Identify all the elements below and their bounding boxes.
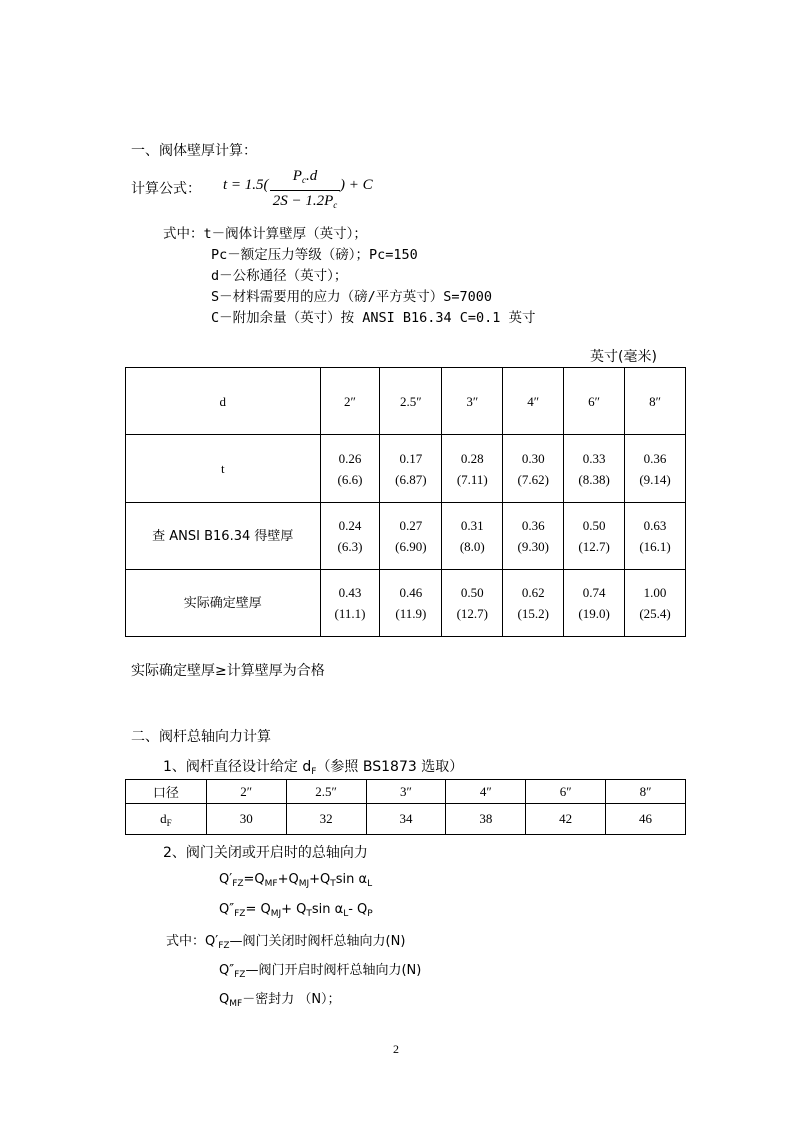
header-cell: 8″ [625, 368, 686, 435]
table-cell: 0.28 (7.11) [442, 435, 503, 503]
header-cell: 2.5″ [380, 368, 442, 435]
table-cell: 46 [606, 804, 686, 835]
def-c: C－附加余量（英寸）按 ANSI B16.34 C=0.1 英寸 [211, 310, 536, 326]
table-cell: 0.27 (6.90) [380, 503, 442, 570]
header-cell: 3″ [366, 780, 446, 804]
table-header-row [126, 780, 686, 804]
section1-heading: 一、阀体壁厚计算： [131, 143, 257, 159]
formula-fraction [270, 167, 340, 214]
table-cell: 0.36 (9.30) [503, 503, 564, 570]
table-row [126, 804, 686, 835]
table-cell: 38 [446, 804, 526, 835]
def-pc: Pc－额定压力等级（磅）；Pc=150 [211, 247, 418, 263]
wall-thickness-table [125, 367, 686, 637]
header-cell: 6″ [526, 780, 606, 804]
opening-force-equation: $Q''_{FZ}= Q_{MJ}+ Q_T\sin$ $\alpha_L-$ $Q_P$ [219, 902, 373, 919]
wall-thickness-formula [223, 165, 383, 215]
table-cell: 30 [206, 804, 286, 835]
formula-num-main: P [292, 168, 302, 184]
header-cell: 6″ [564, 368, 625, 435]
subsection-1-title: 1、阀杆直径设计给定 $d_F$（参照 BS1873 选取） [163, 759, 464, 777]
table-row [126, 435, 686, 503]
section2-heading: 二、阀杆总轴向力计算 [131, 729, 271, 745]
table-header-row [126, 368, 686, 435]
header-d: d [126, 368, 321, 435]
header-cell: 4″ [503, 368, 564, 435]
table-cell: 0.36 (9.14) [625, 435, 686, 503]
row-label: 查 ANSI B16.34 得壁厚 [126, 503, 321, 570]
table-cell: 0.50 (12.7) [442, 570, 503, 637]
row-label: 实际确定壁厚 [126, 570, 321, 637]
formula-num-rest: .d [305, 168, 318, 184]
table-cell: 0.24 (6.3) [320, 503, 380, 570]
unit-label: 英寸(毫米) [590, 349, 657, 365]
table-cell: 0.33 (8.38) [564, 435, 625, 503]
formula-rhs: ) + C [340, 177, 373, 193]
table-cell: 34 [366, 804, 446, 835]
header-cell: 4″ [446, 780, 526, 804]
conclusion-text: 实际确定壁厚≥计算壁厚为合格 [131, 663, 325, 679]
table-cell: 1.00 (25.4) [625, 570, 686, 637]
formula-label: 计算公式： [131, 181, 201, 197]
formula-den-main: 2S − 1.2P [272, 193, 334, 209]
table-cell: 0.50 (12.7) [564, 503, 625, 570]
table-cell: 42 [526, 804, 606, 835]
table-cell: 0.63 (16.1) [625, 503, 686, 570]
where-closing-force: 式中：$Q'_{FZ}—$阀门关闭时阀杆总轴向力(N) [166, 934, 406, 951]
table-row [126, 503, 686, 570]
def-d: d－公称通径（英寸）； [211, 268, 348, 284]
row-label: t [126, 435, 321, 503]
table-cell: 0.74 (19.0) [564, 570, 625, 637]
table-cell: 0.46 (11.9) [380, 570, 442, 637]
header-cell: 2″ [206, 780, 286, 804]
where-opening-force: $Q''_{FZ}—$阀门开启时阀杆总轴向力(N) [219, 963, 422, 980]
formula-den-sub: c [333, 200, 338, 210]
def-s: S－材料需要用的应力（磅/平方英寸）S=7000 [211, 289, 493, 305]
table-cell: 0.17 (6.87) [380, 435, 442, 503]
row-label: $d_F$ [126, 804, 207, 835]
closing-force-equation: $Q'_{FZ}=Q_{MF}+Q_{MJ}+Q_T\sin$ $\alpha_L$ [219, 872, 373, 889]
header-caliber: 口径 [126, 780, 207, 804]
header-cell: 8″ [606, 780, 686, 804]
header-cell: 3″ [442, 368, 503, 435]
header-cell: 2″ [320, 368, 380, 435]
stem-diameter-table [125, 779, 686, 835]
table-cell: 0.26 (6.6) [320, 435, 380, 503]
table-cell: 0.43 (11.1) [320, 570, 380, 637]
subsection-2-title: 2、阀门关闭或开启时的总轴向力 [163, 845, 368, 861]
table-cell: 32 [286, 804, 366, 835]
formula-lhs: t = 1.5( [223, 177, 269, 193]
header-cell: 2.5″ [286, 780, 366, 804]
table-row [126, 570, 686, 637]
page-number: 2 [393, 1042, 399, 1056]
def-t: 式中：t－阀体计算壁厚（英寸）； [163, 226, 367, 242]
table-cell: 0.30 (7.62) [503, 435, 564, 503]
where-sealing-force: $Q_{MF}-$密封力 （N）； [219, 992, 341, 1009]
table-cell: 0.62 (15.2) [503, 570, 564, 637]
table-cell: 0.31 (8.0) [442, 503, 503, 570]
formula-num-sub: c [301, 175, 306, 185]
